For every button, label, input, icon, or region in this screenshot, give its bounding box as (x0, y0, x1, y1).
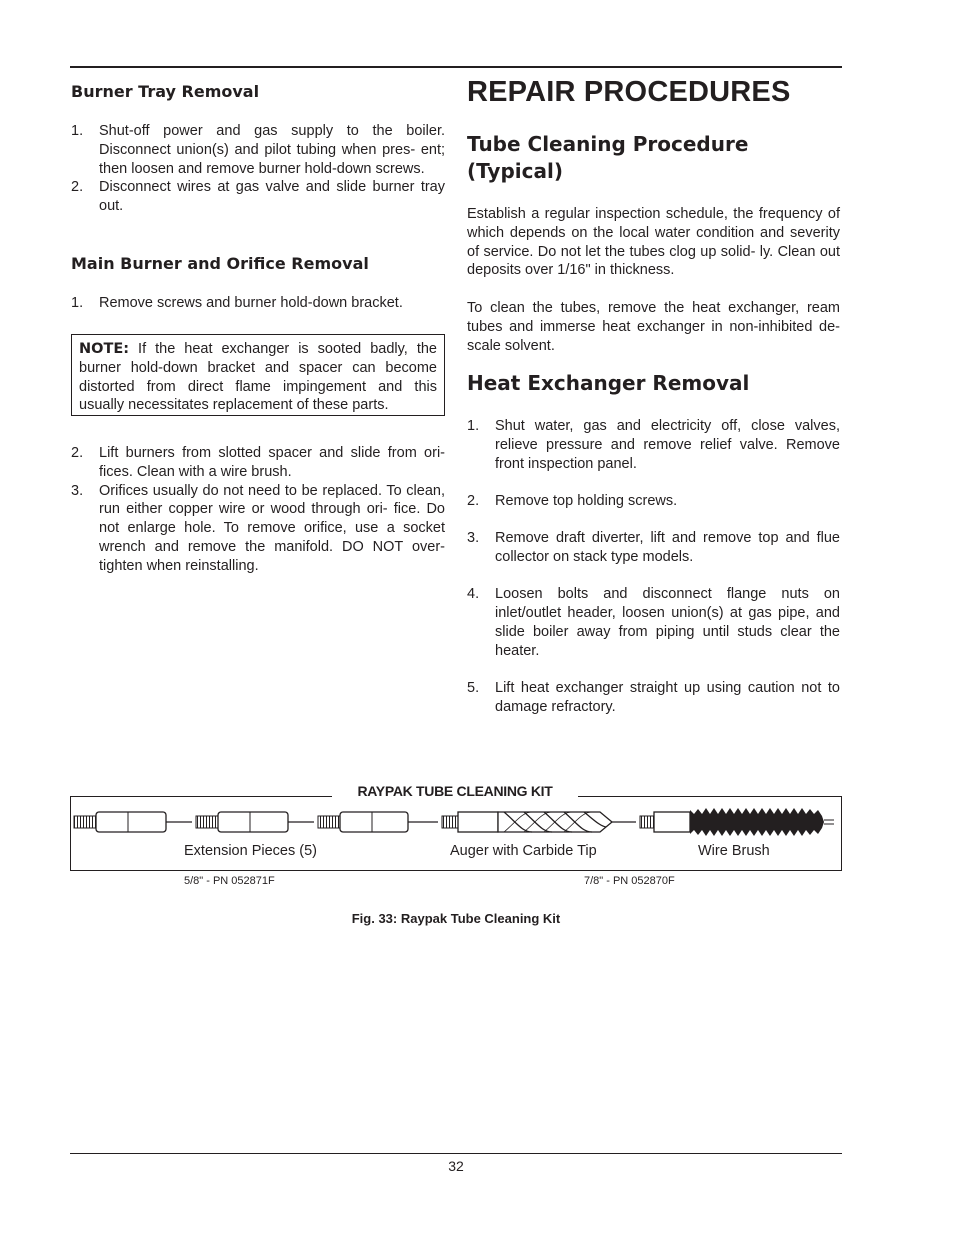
list-item: 2. Remove top holding screws. (467, 492, 678, 509)
bottom-rule (70, 1153, 842, 1154)
list-item: 1. Shut-off power and gas supply to the boiler. Disconnect union(s) and pilot tubing when pres- ent; then loosen and remove burner hold-down screws. (71, 123, 445, 177)
note-box (71, 334, 445, 416)
wire-brush-label: Wire Brush (698, 843, 770, 859)
kit-title: RAYPAK TUBE CLEANING KIT (332, 783, 578, 799)
list-item: 2. Lift burners from slotted spacer and slide from ori- fices. Clean with a wire brush. (71, 445, 445, 480)
tube-cleaning-para-2: To clean the tubes, remove the heat exchanger, ream tubes and immerse heat exchanger in non-inhibited de-scale solvent. (467, 300, 840, 354)
note-label: NOTE: (79, 341, 130, 357)
list-item: 3. Orifices usually do not need to be replaced. To clean, run either copper wire or wood through ori- fice. Do not enlarge hole. To remove orifice, use a socket wrench and remove the manifold. DO NOT over-tighten when reinstalling. (71, 482, 445, 574)
list-item: 1. Remove screws and burner hold-down bracket. (71, 295, 403, 311)
tube-cleaning-para-1: Establish a regular inspection schedule, the frequency of which depends on the local water condition and severity of service. Do not let the tubes clog up solid- ly. Clean out deposits over 1/16" in thickness. (467, 206, 840, 279)
kit-box-top-line (578, 796, 842, 797)
page-title: REPAIR PROCEDURES (467, 76, 791, 108)
main-burner-heading: Main Burner and Orifice Removal (71, 254, 369, 273)
main-burner-steps-a (71, 294, 445, 313)
auger-label: Auger with Carbide Tip (450, 843, 597, 859)
extension-piece-icon (196, 812, 314, 832)
burner-tray-heading: Burner Tray Removal (71, 82, 260, 101)
heat-exchanger-steps (467, 417, 840, 735)
main-burner-steps-b (71, 444, 445, 576)
figure-caption: Fig. 33: Raypak Tube Cleaning Kit (351, 911, 561, 926)
kit-box-top-line (70, 796, 332, 797)
heat-exchanger-heading: Heat Exchanger Removal (467, 371, 750, 395)
top-rule (70, 66, 842, 68)
extensions-label: Extension Pieces (5) (184, 843, 317, 859)
extension-piece-icon (318, 812, 438, 832)
auger-icon (442, 812, 636, 832)
burner-tray-steps (71, 122, 445, 216)
tube-cleaning-heading: Tube Cleaning Procedure (Typical) (467, 132, 749, 183)
note-text: If the heat exchanger is sooted badly, the burner hold-down bracket and spacer can become distorted from direct flame impingement and this usually necessitates replacement of these parts. (79, 341, 437, 414)
part-number-left: 5/8" - PN 052871F (184, 875, 275, 887)
wire-brush-icon (640, 808, 834, 836)
list-item: 5. Lift heat exchanger straight up using caution not to damage refractory. (467, 679, 840, 715)
list-item: 4. Loosen bolts and disconnect flange nuts on inlet/outlet header, loosen union(s) at gas pipe, and slide boiler away from piping until studs clear the heater. (467, 586, 840, 659)
list-item: 2. Disconnect wires at gas valve and slide burner tray out. (71, 179, 445, 215)
extension-piece-icon (74, 812, 192, 832)
part-number-right: 7/8" - PN 052870F (584, 875, 675, 887)
list-item: 3. Remove draft diverter, lift and remove top and flue collector on stack type models. (467, 530, 840, 565)
page-number: 32 (448, 1158, 464, 1174)
list-item: 1. Shut water, gas and electricity off, close valves, relieve pressure and remove relief valve. Remove front inspection panel. (467, 418, 840, 472)
